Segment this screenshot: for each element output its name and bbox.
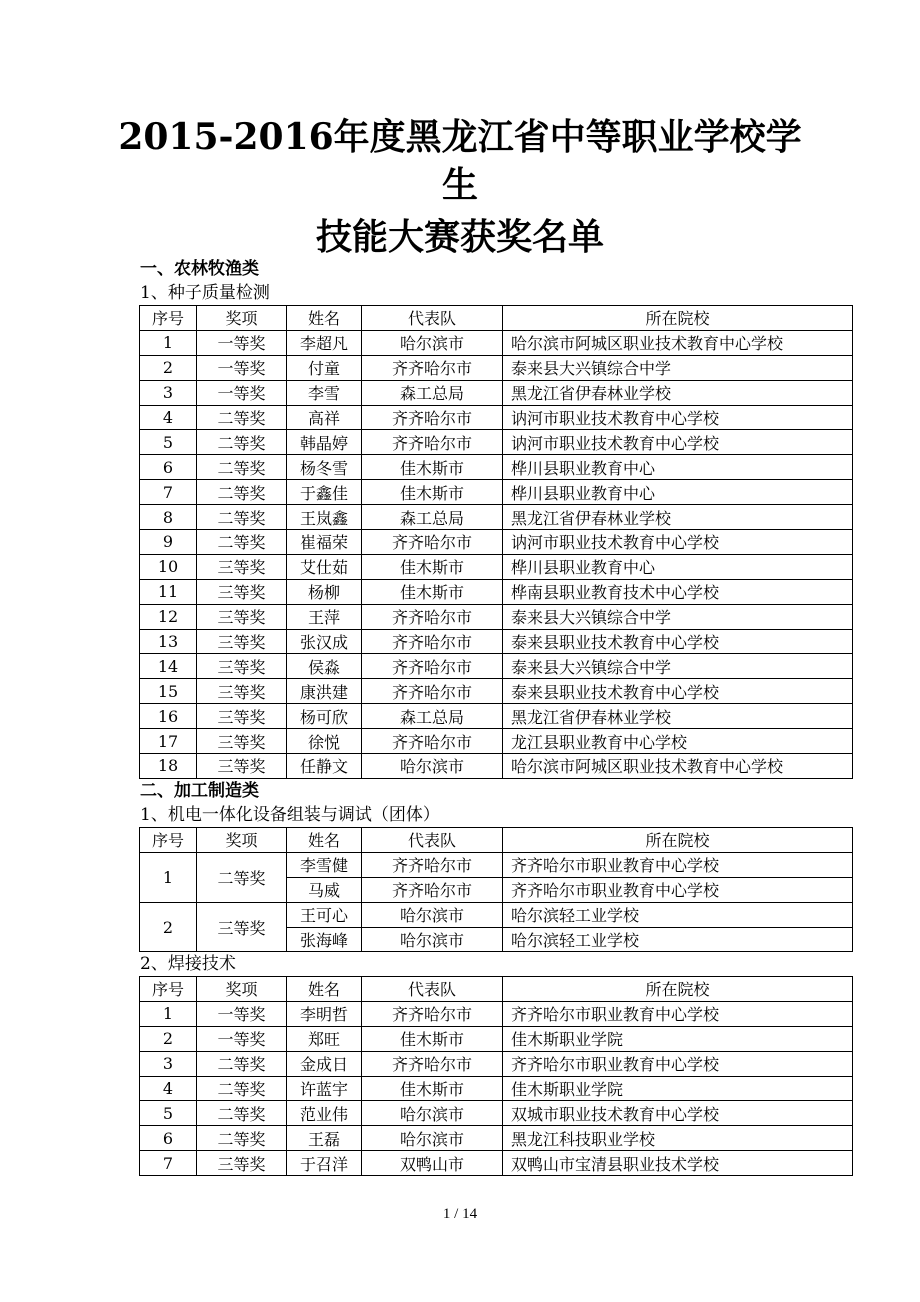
table-cell: 5	[140, 430, 197, 455]
table-cell: 二等奖	[197, 1126, 287, 1151]
table-cell: 郑旺	[287, 1026, 362, 1051]
table-cell: 齐齐哈尔市	[362, 679, 503, 704]
table-cell: 三等奖	[197, 729, 287, 754]
table-cell: 16	[140, 704, 197, 729]
table-cell: 康洪建	[287, 679, 362, 704]
column-header: 所在院校	[503, 977, 853, 1002]
table-cell: 张海峰	[287, 927, 362, 952]
table-cell: 齐齐哈尔市职业教育中心学校	[503, 1051, 853, 1076]
table-cell: 泰来县大兴镇综合中学	[503, 604, 853, 629]
table-cell: 4	[140, 405, 197, 430]
table-cell: 双鸭山市宝清县职业技术学校	[503, 1151, 853, 1176]
table-cell: 10	[140, 554, 197, 579]
table-cell: 哈尔滨市	[362, 1126, 503, 1151]
table-cell: 佳木斯职业学院	[503, 1026, 853, 1051]
table-cell: 三等奖	[197, 902, 287, 952]
table-cell: 1	[140, 330, 197, 355]
table-row	[140, 355, 853, 380]
table-cell: 齐齐哈尔市职业教育中心学校	[503, 1001, 853, 1026]
table-cell: 李雪健	[287, 852, 362, 877]
table-cell: 6	[140, 1126, 197, 1151]
table-cell: 哈尔滨轻工业学校	[503, 927, 853, 952]
table-cell: 桦川县职业教育中心	[503, 554, 853, 579]
column-header: 奖项	[197, 828, 287, 853]
table-cell: 佳木斯市	[362, 1026, 503, 1051]
table-cell: 讷河市职业技术教育中心学校	[503, 430, 853, 455]
table-cell: 11	[140, 579, 197, 604]
table-cell: 二等奖	[197, 505, 287, 530]
table-row	[140, 1001, 853, 1026]
table-cell: 二等奖	[197, 455, 287, 480]
column-header: 姓名	[287, 306, 362, 331]
table-cell: 齐齐哈尔市	[362, 405, 503, 430]
table-row	[140, 852, 853, 877]
table-cell: 侯淼	[287, 654, 362, 679]
table-cell: 黑龙江科技职业学校	[503, 1126, 853, 1151]
table-row	[140, 579, 853, 604]
table-header-row	[140, 828, 853, 853]
table-cell: 李超凡	[287, 330, 362, 355]
table-cell: 徐悦	[287, 729, 362, 754]
table-row	[140, 629, 853, 654]
table-cell: 二等奖	[197, 405, 287, 430]
category-heading: 一、农林牧渔类	[140, 259, 259, 279]
event-heading: 1、机电一体化设备组装与调试（团体）	[140, 805, 440, 825]
column-header: 奖项	[197, 977, 287, 1002]
table-cell: 18	[140, 754, 197, 779]
table-cell: 泰来县职业技术教育中心学校	[503, 679, 853, 704]
column-header: 代表队	[362, 977, 503, 1002]
column-header: 序号	[140, 306, 197, 331]
table-cell: 双城市职业技术教育中心学校	[503, 1101, 853, 1126]
table-cell: 哈尔滨市	[362, 330, 503, 355]
table-cell: 二等奖	[197, 530, 287, 555]
table-cell: 黑龙江省伊春林业学校	[503, 505, 853, 530]
table-cell: 哈尔滨市阿城区职业技术教育中心学校	[503, 330, 853, 355]
table-cell: 三等奖	[197, 704, 287, 729]
table-cell: 齐齐哈尔市	[362, 604, 503, 629]
table-cell: 15	[140, 679, 197, 704]
table-cell: 王可心	[287, 902, 362, 927]
table-row	[140, 654, 853, 679]
table-cell: 齐齐哈尔市	[362, 852, 503, 877]
table-cell: 二等奖	[197, 480, 287, 505]
table-row	[140, 1026, 853, 1051]
column-header: 代表队	[362, 828, 503, 853]
table-cell: 齐齐哈尔市	[362, 530, 503, 555]
table-cell: 杨冬雪	[287, 455, 362, 480]
table-row	[140, 330, 853, 355]
table-cell: 5	[140, 1101, 197, 1126]
table-cell: 哈尔滨市	[362, 927, 503, 952]
table-cell: 一等奖	[197, 355, 287, 380]
table-row	[140, 754, 853, 779]
table-cell: 森工总局	[362, 505, 503, 530]
table-cell: 17	[140, 729, 197, 754]
page-title-line-2: 生	[441, 164, 478, 206]
column-header: 序号	[140, 977, 197, 1002]
table-row	[140, 554, 853, 579]
table-header-row	[140, 977, 853, 1002]
table-row	[140, 380, 853, 405]
table-row	[140, 604, 853, 629]
table-cell: 2	[140, 902, 197, 952]
table-row	[140, 480, 853, 505]
table-cell: 一等奖	[197, 380, 287, 405]
seed-quality-table	[139, 305, 853, 779]
table-cell: 佳木斯市	[362, 579, 503, 604]
table-cell: 一等奖	[197, 1001, 287, 1026]
table-row	[140, 1076, 853, 1101]
event-heading: 1、种子质量检测	[140, 283, 270, 303]
table-cell: 齐齐哈尔市	[362, 877, 503, 902]
table-cell: 齐齐哈尔市	[362, 1051, 503, 1076]
table-cell: 二等奖	[197, 1051, 287, 1076]
table-cell: 1	[140, 852, 197, 902]
column-header: 代表队	[362, 306, 503, 331]
table-cell: 7	[140, 480, 197, 505]
table-cell: 泰来县大兴镇综合中学	[503, 654, 853, 679]
category-heading: 二、加工制造类	[140, 781, 259, 801]
table-cell: 14	[140, 654, 197, 679]
table-cell: 许蓝宇	[287, 1076, 362, 1101]
table-cell: 桦南县职业教育技术中心学校	[503, 579, 853, 604]
table-cell: 杨柳	[287, 579, 362, 604]
table-cell: 李雪	[287, 380, 362, 405]
table-cell: 金成日	[287, 1051, 362, 1076]
table-cell: 艾仕茹	[287, 554, 362, 579]
table-cell: 4	[140, 1076, 197, 1101]
column-header: 所在院校	[503, 306, 853, 331]
table-row	[140, 902, 853, 927]
table-cell: 讷河市职业技术教育中心学校	[503, 405, 853, 430]
table-cell: 泰来县大兴镇综合中学	[503, 355, 853, 380]
table-cell: 森工总局	[362, 380, 503, 405]
table-cell: 桦川县职业教育中心	[503, 455, 853, 480]
table-cell: 佳木斯市	[362, 455, 503, 480]
table-row	[140, 704, 853, 729]
table-cell: 范业伟	[287, 1101, 362, 1126]
table-cell: 高祥	[287, 405, 362, 430]
table-cell: 哈尔滨市	[362, 902, 503, 927]
table-cell: 三等奖	[197, 604, 287, 629]
table-cell: 泰来县职业技术教育中心学校	[503, 629, 853, 654]
table-cell: 6	[140, 455, 197, 480]
table-cell: 佳木斯市	[362, 1076, 503, 1101]
table-cell: 付童	[287, 355, 362, 380]
page-title-line-1: 2015-2016年度黑龙江省中等职业学校学	[118, 116, 802, 158]
table-row	[140, 729, 853, 754]
table-cell: 三等奖	[197, 629, 287, 654]
column-header: 序号	[140, 828, 197, 853]
table-cell: 三等奖	[197, 654, 287, 679]
table-row	[140, 455, 853, 480]
table-row	[140, 1101, 853, 1126]
table-cell: 2	[140, 355, 197, 380]
table-cell: 王岚鑫	[287, 505, 362, 530]
table-cell: 齐齐哈尔市	[362, 1001, 503, 1026]
table-cell: 黑龙江省伊春林业学校	[503, 704, 853, 729]
welding-table	[139, 976, 853, 1176]
table-cell: 黑龙江省伊春林业学校	[503, 380, 853, 405]
column-header: 姓名	[287, 977, 362, 1002]
table-row	[140, 430, 853, 455]
table-cell: 哈尔滨轻工业学校	[503, 902, 853, 927]
table-cell: 于召洋	[287, 1151, 362, 1176]
table-cell: 任静文	[287, 754, 362, 779]
table-cell: 二等奖	[197, 430, 287, 455]
table-cell: 2	[140, 1026, 197, 1051]
table-row	[140, 405, 853, 430]
table-cell: 一等奖	[197, 1026, 287, 1051]
table-cell: 三等奖	[197, 679, 287, 704]
table-cell: 崔福荣	[287, 530, 362, 555]
table-cell: 三等奖	[197, 754, 287, 779]
table-cell: 二等奖	[197, 1076, 287, 1101]
table-row	[140, 679, 853, 704]
table-cell: 齐齐哈尔市	[362, 629, 503, 654]
column-header: 所在院校	[503, 828, 853, 853]
table-cell: 13	[140, 629, 197, 654]
table-cell: 齐齐哈尔市	[362, 654, 503, 679]
table-cell: 齐齐哈尔市职业教育中心学校	[503, 877, 853, 902]
table-cell: 二等奖	[197, 852, 287, 902]
table-cell: 哈尔滨市阿城区职业技术教育中心学校	[503, 754, 853, 779]
table-cell: 李明哲	[287, 1001, 362, 1026]
table-cell: 张汉成	[287, 629, 362, 654]
table-cell: 三等奖	[197, 554, 287, 579]
table-cell: 佳木斯职业学院	[503, 1076, 853, 1101]
table-cell: 于鑫佳	[287, 480, 362, 505]
table-cell: 佳木斯市	[362, 554, 503, 579]
table-cell: 马威	[287, 877, 362, 902]
table-row	[140, 505, 853, 530]
table-cell: 龙江县职业教育中心学校	[503, 729, 853, 754]
table-cell: 7	[140, 1151, 197, 1176]
table-cell: 佳木斯市	[362, 480, 503, 505]
table-cell: 12	[140, 604, 197, 629]
table-cell: 杨可欣	[287, 704, 362, 729]
table-cell: 哈尔滨市	[362, 1101, 503, 1126]
table-cell: 1	[140, 1001, 197, 1026]
table-cell: 哈尔滨市	[362, 754, 503, 779]
table-cell: 齐齐哈尔市	[362, 729, 503, 754]
table-cell: 桦川县职业教育中心	[503, 480, 853, 505]
table-cell: 二等奖	[197, 1101, 287, 1126]
table-cell: 3	[140, 1051, 197, 1076]
table-header-row	[140, 306, 853, 331]
table-row	[140, 1051, 853, 1076]
table-cell: 双鸭山市	[362, 1151, 503, 1176]
table-cell: 一等奖	[197, 330, 287, 355]
table-cell: 森工总局	[362, 704, 503, 729]
table-cell: 3	[140, 380, 197, 405]
event-heading: 2、焊接技术	[140, 954, 236, 974]
table-cell: 王萍	[287, 604, 362, 629]
table-cell: 王磊	[287, 1126, 362, 1151]
table-cell: 韩晶婷	[287, 430, 362, 455]
page-title-line-3: 技能大赛获奖名单	[315, 216, 604, 258]
table-cell: 齐齐哈尔市	[362, 430, 503, 455]
table-cell: 三等奖	[197, 579, 287, 604]
table-cell: 三等奖	[197, 1151, 287, 1176]
column-header: 奖项	[197, 306, 287, 331]
table-row	[140, 1126, 853, 1151]
table-cell: 齐齐哈尔市	[362, 355, 503, 380]
table-cell: 齐齐哈尔市职业教育中心学校	[503, 852, 853, 877]
table-cell: 讷河市职业技术教育中心学校	[503, 530, 853, 555]
table-row	[140, 1151, 853, 1176]
page-number: 1 / 14	[442, 1206, 478, 1222]
table-cell: 8	[140, 505, 197, 530]
column-header: 姓名	[287, 828, 362, 853]
mechatronics-table	[139, 827, 853, 952]
table-row	[140, 530, 853, 555]
table-cell: 9	[140, 530, 197, 555]
